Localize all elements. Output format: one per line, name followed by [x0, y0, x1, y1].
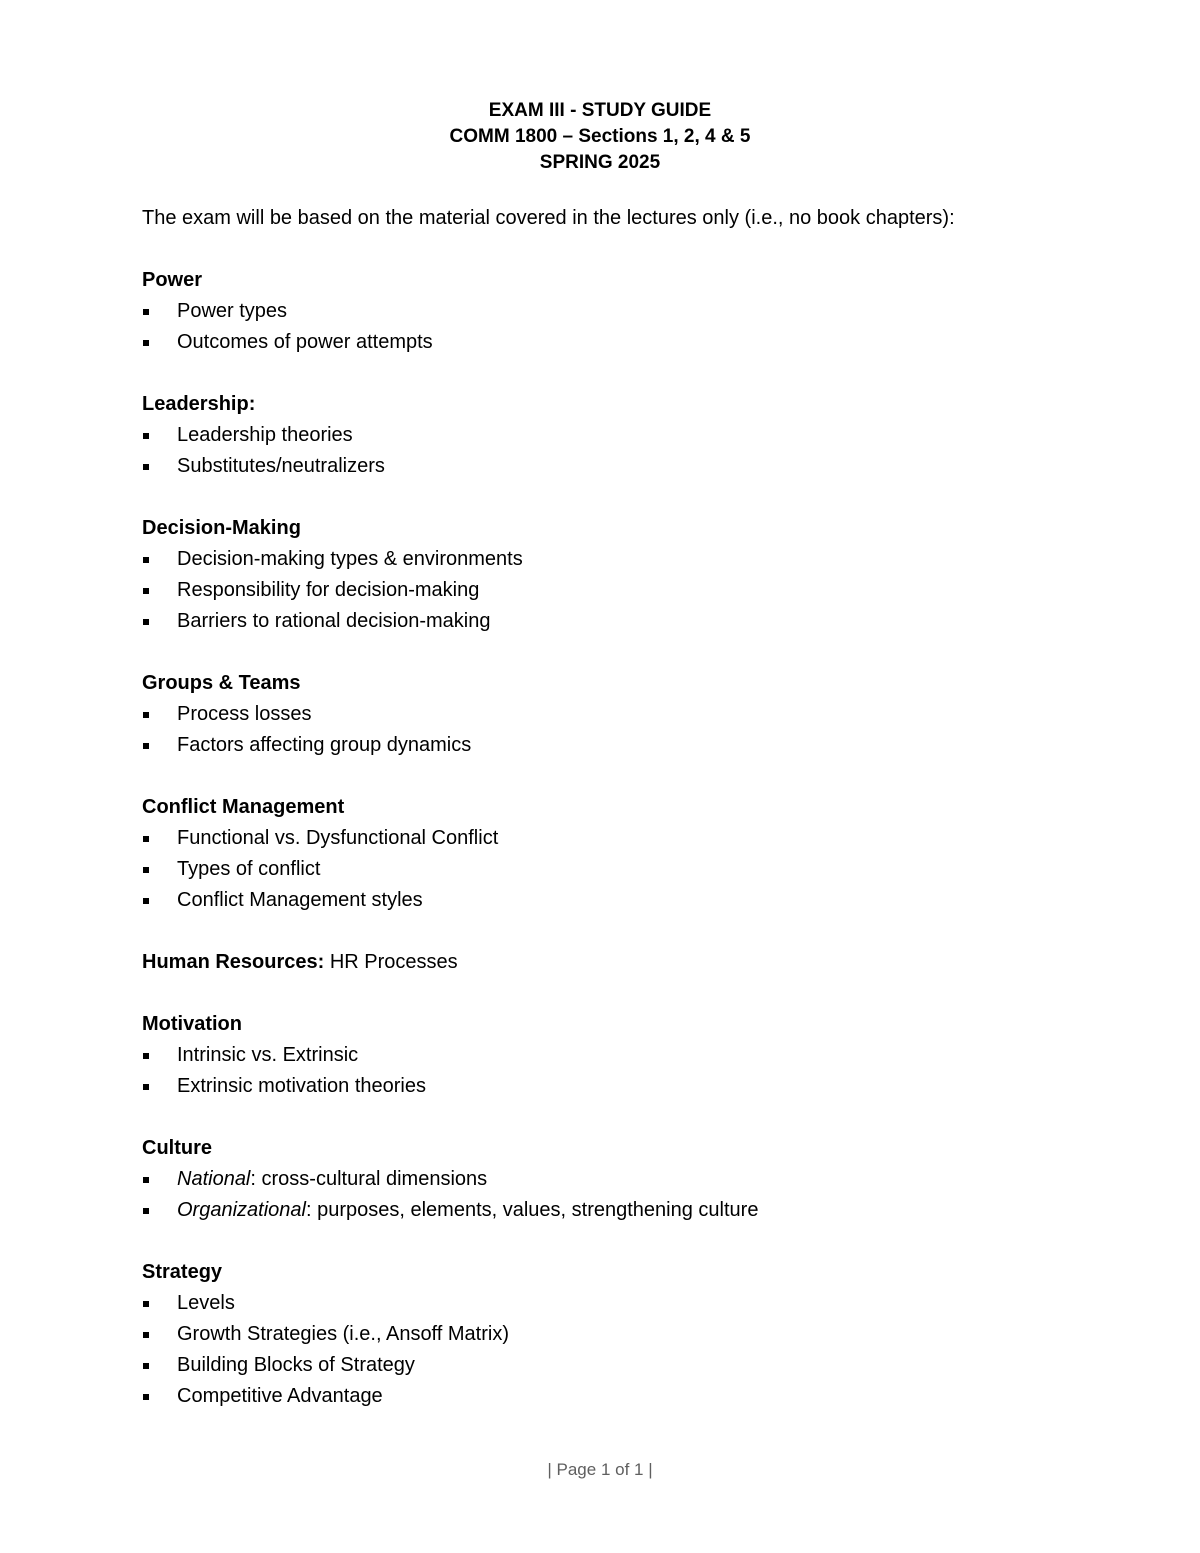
- square-bullet-icon: [143, 867, 149, 873]
- square-bullet-icon: [143, 309, 149, 315]
- item-lead-text: Organizational: [177, 1199, 306, 1221]
- square-bullet-icon: [143, 743, 149, 749]
- course-line: COMM 1800 – Sections 1, 2, 4 & 5: [449, 126, 751, 147]
- list-item: [142, 1288, 1142, 1319]
- list-item: [142, 854, 1142, 885]
- item-text: Barriers to rational decision-making: [177, 610, 491, 632]
- section-motivation: [142, 1009, 1142, 1102]
- item-text: Substitutes/neutralizers: [177, 455, 385, 477]
- square-bullet-icon: [143, 588, 149, 594]
- list-item: [142, 1381, 1142, 1412]
- term-line: SPRING 2025: [539, 152, 661, 173]
- square-bullet-icon: [143, 1208, 149, 1214]
- section-power: [142, 265, 1142, 358]
- list-item: [142, 420, 1142, 451]
- square-bullet-icon: [143, 1363, 149, 1369]
- section-title-suffix: HR Processes: [324, 951, 458, 973]
- list-item: [142, 730, 1142, 761]
- square-bullet-icon: [143, 464, 149, 470]
- list-item: [142, 1195, 1142, 1226]
- section-strategy: [142, 1257, 1142, 1412]
- item-list: [142, 823, 1142, 916]
- item-text: Building Blocks of Strategy: [177, 1354, 415, 1376]
- item-text: Process losses: [177, 703, 312, 725]
- square-bullet-icon: [143, 1332, 149, 1338]
- section-title: Decision-Making: [142, 517, 301, 539]
- item-text: : purposes, elements, values, strengthening culture: [305, 1199, 759, 1221]
- item-list: [142, 420, 1142, 482]
- topic-sections: [142, 265, 1142, 1443]
- item-text: : cross-cultural dimensions: [250, 1168, 488, 1190]
- item-text: Leadership theories: [177, 424, 353, 446]
- section-title: [142, 947, 1142, 978]
- square-bullet-icon: [143, 1084, 149, 1090]
- item-text: Extrinsic motivation theories: [177, 1075, 426, 1097]
- section-title: Strategy: [142, 1261, 223, 1283]
- section-decision-making: [142, 513, 1142, 637]
- square-bullet-icon: [143, 433, 149, 439]
- list-item: [142, 699, 1142, 730]
- list-item: [142, 885, 1142, 916]
- item-list: [142, 1164, 1142, 1226]
- item-text: Intrinsic vs. Extrinsic: [177, 1044, 359, 1066]
- item-text: Factors affecting group dynamics: [177, 734, 472, 756]
- section-title: Groups & Teams: [142, 672, 301, 694]
- item-text: Outcomes of power attempts: [177, 331, 433, 353]
- square-bullet-icon: [143, 898, 149, 904]
- item-text: Types of conflict: [177, 858, 321, 880]
- item-text: Competitive Advantage: [177, 1385, 383, 1407]
- item-text: Growth Strategies (i.e., Ansoff Matrix): [177, 1323, 509, 1345]
- list-item: [142, 327, 1142, 358]
- item-list: [142, 1040, 1142, 1102]
- list-item: [142, 1319, 1142, 1350]
- item-text: Conflict Management styles: [177, 889, 423, 911]
- section-groups-teams: [142, 668, 1142, 761]
- item-list: [142, 544, 1142, 637]
- list-item: [142, 1040, 1142, 1071]
- list-item: [142, 451, 1142, 482]
- square-bullet-icon: [143, 836, 149, 842]
- item-list: [142, 1288, 1142, 1412]
- square-bullet-icon: [143, 1053, 149, 1059]
- section-title-label: Human Resources:: [142, 951, 325, 973]
- page-number-footer: | Page 1 of 1 |: [547, 1460, 653, 1479]
- document-header: [0, 98, 1200, 176]
- section-title: Conflict Management: [142, 796, 345, 818]
- exam-title: EXAM III - STUDY GUIDE: [488, 100, 712, 121]
- section-human-resources: [142, 947, 1142, 978]
- square-bullet-icon: [143, 619, 149, 625]
- square-bullet-icon: [143, 1394, 149, 1400]
- section-title: Leadership:: [142, 393, 256, 415]
- section-culture: [142, 1133, 1142, 1226]
- item-text: Responsibility for decision-making: [177, 579, 480, 601]
- item-text: Decision-making types & environments: [177, 548, 523, 570]
- item-list: [142, 296, 1142, 358]
- item-lead-text: National: [177, 1168, 251, 1190]
- item-list: [142, 699, 1142, 761]
- square-bullet-icon: [143, 1177, 149, 1183]
- list-item: [142, 1350, 1142, 1381]
- list-item: [142, 544, 1142, 575]
- list-item: [142, 575, 1142, 606]
- section-title: Power: [142, 269, 203, 291]
- list-item: [142, 1071, 1142, 1102]
- square-bullet-icon: [143, 1301, 149, 1307]
- section-title: Motivation: [142, 1013, 242, 1035]
- square-bullet-icon: [143, 557, 149, 563]
- square-bullet-icon: [143, 340, 149, 346]
- section-title: Culture: [142, 1137, 212, 1159]
- list-item: [142, 1164, 1142, 1195]
- item-text: Functional vs. Dysfunctional Conflict: [177, 827, 499, 849]
- section-conflict-management: [142, 792, 1142, 916]
- square-bullet-icon: [143, 712, 149, 718]
- intro-text: The exam will be based on the material covered in the lectures only (i.e., no book chapters):: [142, 207, 955, 229]
- section-leadership: [142, 389, 1142, 482]
- list-item: [142, 823, 1142, 854]
- item-text: Power types: [177, 300, 288, 322]
- list-item: [142, 606, 1142, 637]
- item-text: Levels: [177, 1292, 235, 1314]
- list-item: [142, 296, 1142, 327]
